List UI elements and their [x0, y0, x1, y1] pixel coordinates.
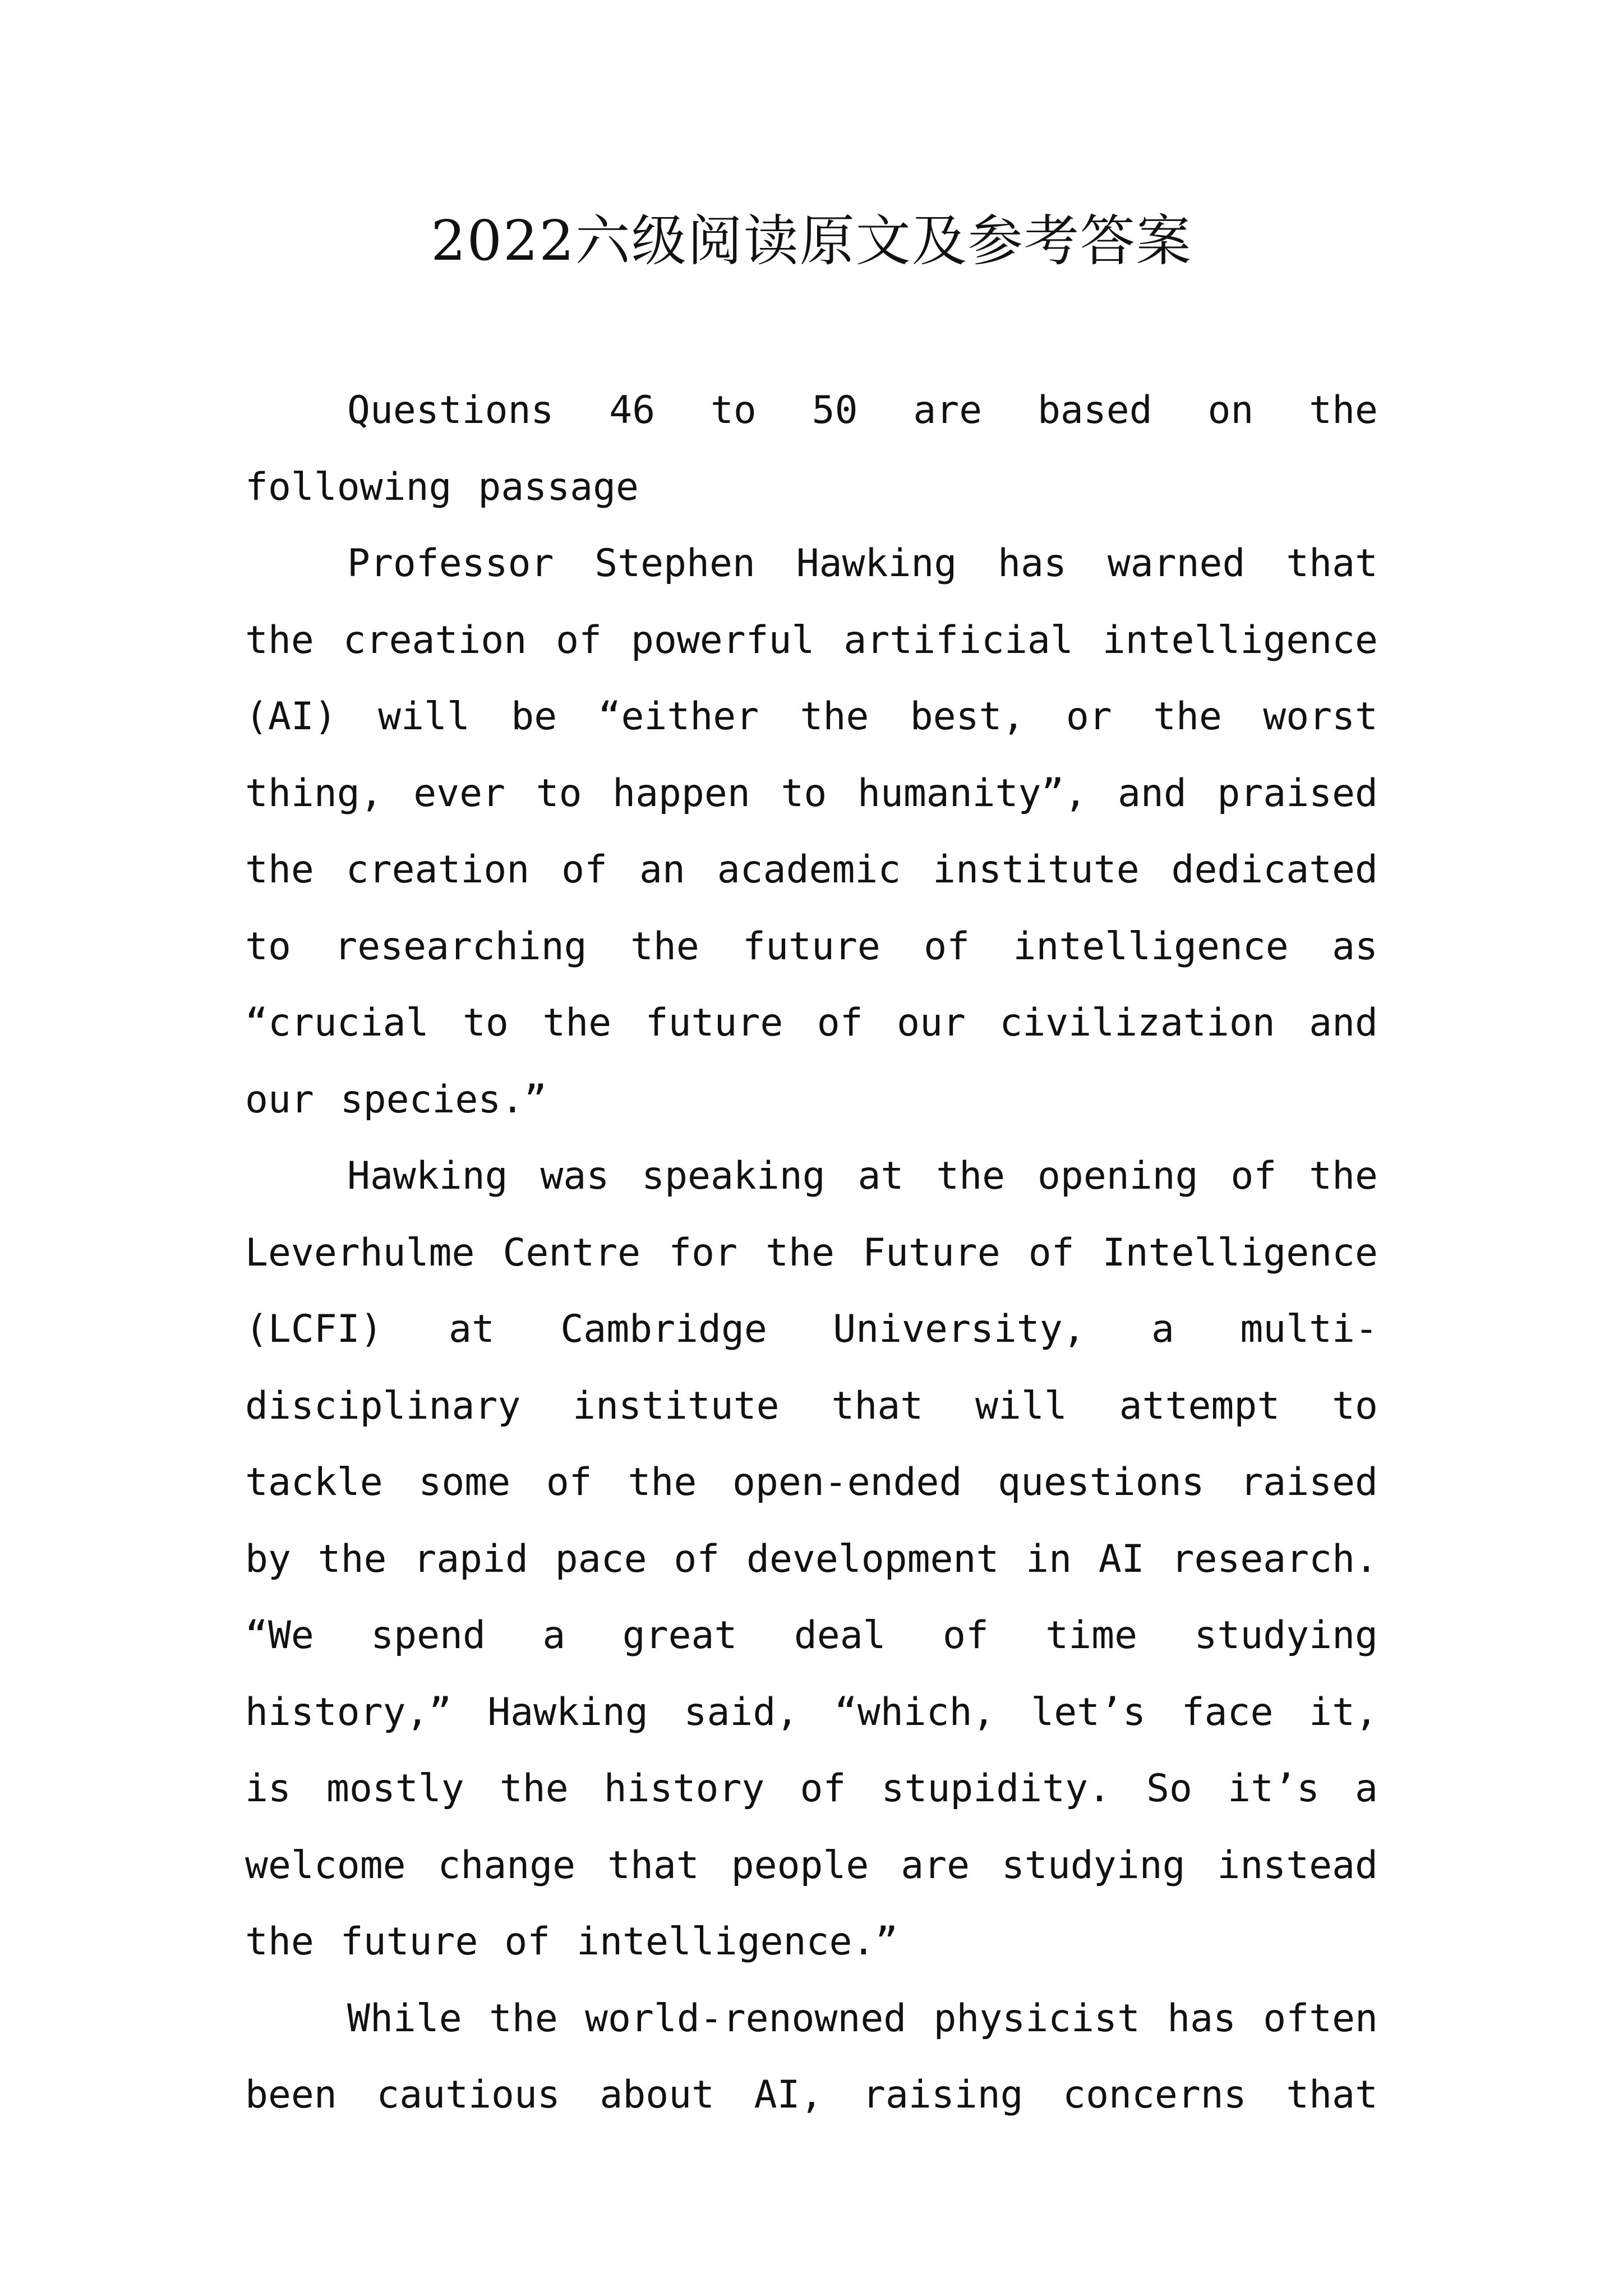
document-title: 2022六级阅读原文及参考答案: [431, 209, 1192, 273]
passage-body: [245, 372, 1378, 2134]
paragraph-lcfi-opening: Hawking was speaking at the opening of the Leverhulme Centre for the Future of Intelligence (LCFI) at Cambridge University, a multi-disciplinary institute that will attempt to tackle some of the open-ended questions raised by the rapid pace of development in AI research. “We spend a great deal of time studying history,” Hawking said, “which, let’s face it, is mostly the history of stupidity. So it’s a welcome change that people are studying instead the future of intelligence.”: [245, 1154, 1378, 1964]
paragraph-physicist-caution: While the world-renowned physicist has often been cautious about AI, raising concerns that: [245, 1996, 1378, 2117]
paragraph-hawking-warning: Professor Stephen Hawking has warned that the creation of powerful artificial intelligence (AI) will be “either the best, or the worst thing, ever to happen to humanity”, and praised the creation of an academic institute dedicated to researching the future of intelligence as “crucial to the future of our civilization and our species.”: [245, 541, 1378, 1122]
paragraph-intro: Questions 46 to 50 are based on the following passage: [245, 388, 1378, 509]
